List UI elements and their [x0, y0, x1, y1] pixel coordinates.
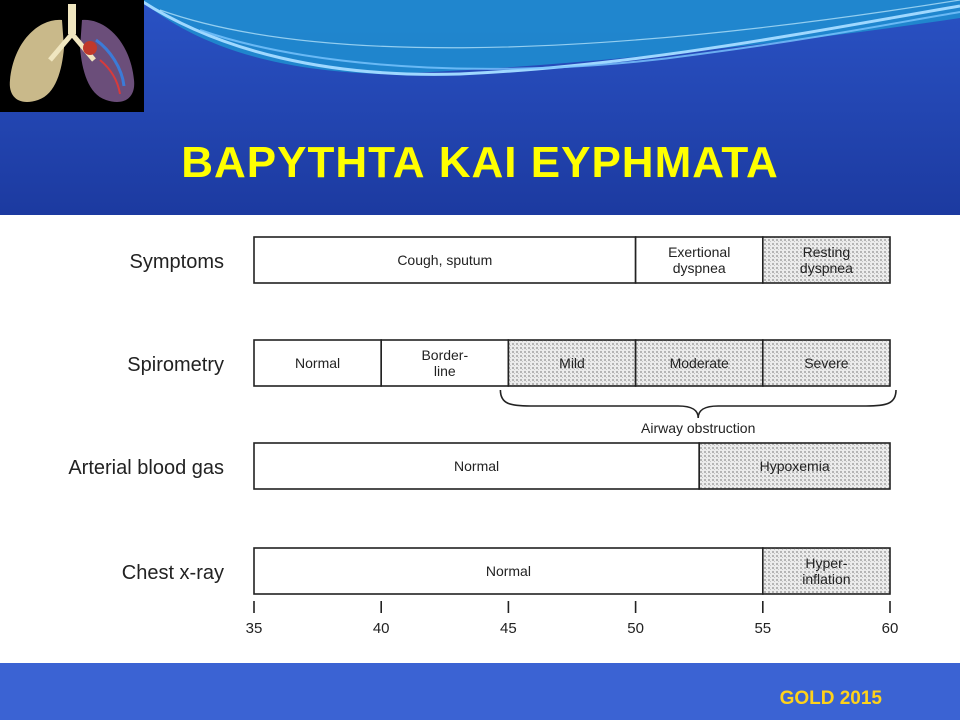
axis-tick-label: 60 [881, 620, 899, 637]
segment-label: Hypoxemia [759, 458, 830, 474]
axis-tick-label: 45 [500, 620, 517, 637]
axis-tick-label: 40 [372, 620, 390, 637]
slide-title: ΒΑΡΥΤΗΤΑ ΚΑΙ ΕΥΡΗΜΑΤΑ [181, 138, 779, 187]
segment-label: Border- [421, 347, 469, 363]
segment-label: Mild [559, 355, 585, 371]
lungs-icon [0, 0, 144, 112]
row-label: Chest x-ray [121, 562, 224, 584]
lungs-image [0, 0, 144, 112]
segment-label: line [433, 363, 456, 379]
axis-tick-label: 35 [245, 620, 263, 637]
segment-label: Normal [295, 355, 341, 371]
axis-tick-label: 55 [754, 620, 772, 637]
row-label: Spirometry [127, 354, 224, 376]
segment-label: inflation [802, 571, 851, 587]
segment-label: Exertional [668, 244, 731, 260]
segment-label: Severe [804, 355, 849, 371]
row-label: Arterial blood gas [68, 457, 224, 479]
axis-tick-label: 50 [627, 620, 644, 637]
slide-footer [0, 663, 960, 720]
source-citation: GOLD 2015 [779, 688, 882, 709]
brace-label: Airway obstruction [641, 420, 756, 436]
airway-brace [500, 390, 896, 418]
segment-label: dyspnea [799, 260, 853, 276]
severity-diagram-svg [0, 215, 960, 663]
severity-diagram [0, 215, 960, 663]
segment-label: Moderate [669, 355, 729, 371]
segment-label: Normal [454, 458, 500, 474]
segment-label: Hyper- [805, 555, 848, 571]
row-label: Symptoms [129, 251, 224, 273]
segment-label: Normal [485, 563, 531, 579]
slide-header [0, 0, 960, 215]
segment-label: dyspnea [672, 260, 726, 276]
segment-label: Cough, sputum [397, 252, 493, 268]
segment-label: Resting [802, 244, 851, 260]
